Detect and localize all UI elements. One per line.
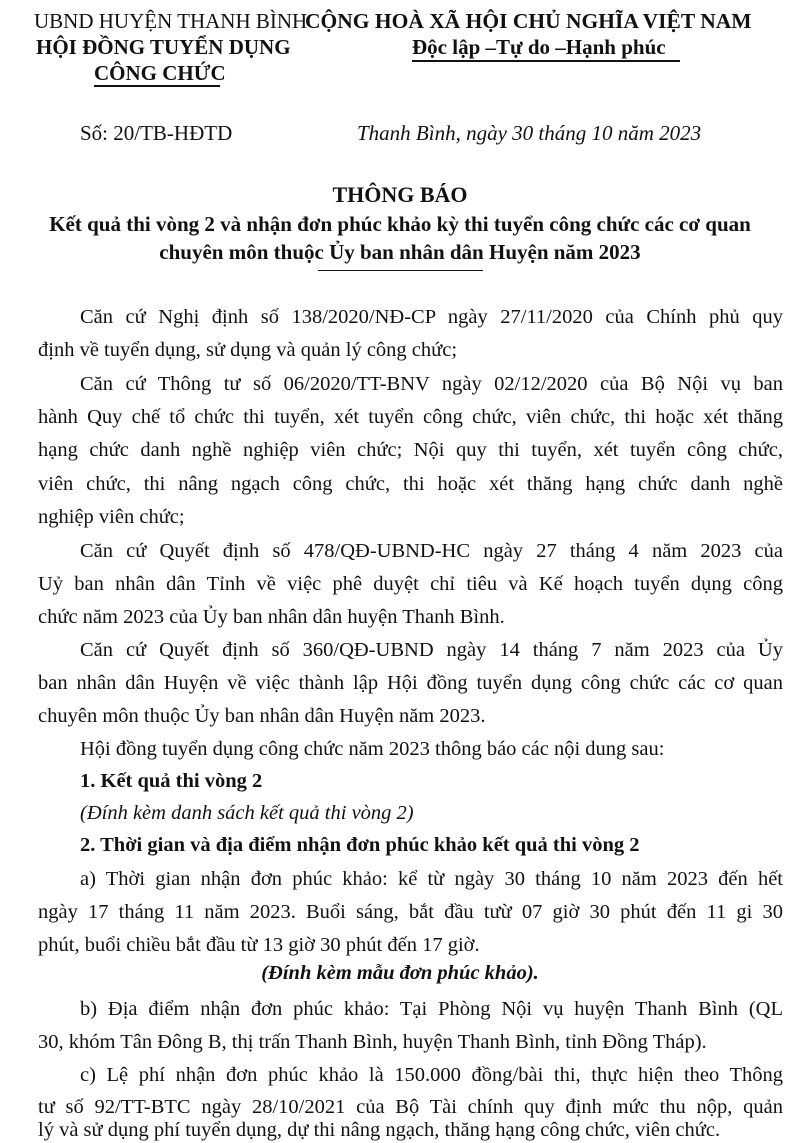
body-block-bb [38, 1026, 783, 1059]
body-block-ab [38, 896, 783, 963]
body-block-a [80, 863, 783, 896]
body-block-3b [38, 568, 783, 635]
p2-line2: hành Quy chế tổ chức thi tuyển, xét tuyển công chức, viên chức, thi hoặc xét thăng [38, 406, 783, 428]
b-line1: b) Địa điểm nhận đơn phúc khảo: Tại Phòng Nội vụ huyện Thanh Bình (QL [80, 998, 783, 1020]
body-block-2b [38, 401, 783, 534]
nation-line-2: Độc lập –Tự do –Hạnh phúc [412, 35, 666, 59]
org-line-3: CÔNG CHỨC [94, 61, 226, 85]
p3-line1: Căn cứ Quyết định số 478/QĐ-UBND-HC ngày 27 tháng 4 năm 2023 của [80, 540, 783, 562]
a-line2: ngày 17 tháng 11 năm 2023. Buổi sáng, bắt đầu tưừ 07 giờ 30 phút đến 11 gi 30 [38, 901, 783, 923]
body-block-4 [80, 634, 783, 667]
p3-line3: chức năm 2023 của Ủy ban nhân dân huyện Thanh Bình. [38, 606, 505, 629]
a-note: (Đính kèm mẫu đơn phúc khảo). [261, 962, 539, 984]
p2-line3: hạng chức danh nghề nghiệp viên chức; Nội quy thi tuyển, xét tuyển công chức, [38, 439, 783, 462]
org-line-2: HỘI ĐỒNG TUYỂN DỤNG [36, 35, 291, 59]
place-date: Thanh Bình, ngày 30 tháng 10 năm 2023 [357, 121, 702, 145]
org-underline [94, 85, 220, 87]
body-block-2 [80, 368, 783, 401]
org-line-1: UBND HUYỆN THANH BÌNH [34, 9, 308, 33]
c-line1: c) Lệ phí nhận đơn phúc khảo là 150.000 đồng/bài thi, thực hiện theo Thông [80, 1064, 783, 1086]
body-block-cc [38, 1118, 783, 1142]
section-1-heading: 1. Kết quả thi vòng 2 [80, 770, 263, 792]
body-block-c [80, 1059, 783, 1092]
body-block-3 [80, 535, 783, 568]
a-line3: phút, buổi chiều bắt đầu từ 13 giờ 30 phút đến 17 giờ. [38, 934, 480, 957]
p1-line1: Căn cứ Nghị định số 138/2020/NĐ-CP ngày 27/11/2020 của Chính phủ quy [80, 306, 783, 328]
p2-line1: Căn cứ Thông tư số 06/2020/TT-BNV ngày 02/12/2020 của Bộ Nội vụ ban [80, 373, 783, 395]
doc-title: THÔNG BÁO [332, 182, 468, 207]
title-divider [318, 270, 483, 271]
p2-line4: viên chức, thi nâng ngạch công chức, thi hoặc xét thăng hạng chức danh nghề [38, 472, 783, 495]
doc-number: Số: 20/TB-HĐTD [80, 121, 233, 145]
p1-line2: định về tuyển dụng, sử dụng và quản lý công chức; [38, 339, 458, 361]
section-1-note: (Đính kèm danh sách kết quả thi vòng 2) [80, 802, 414, 824]
p2-line5: nghiệp viên chức; [38, 505, 185, 528]
nation-line-1: CỘNG HOÀ XÃ HỘI CHỦ NGHĨA VIỆT NAM [305, 9, 752, 33]
c-line3: lý và sử dụng phí tuyển dụng, dự thi nâng ngạch, thăng hạng công chức, viên chức. [38, 1119, 721, 1141]
c-line2: tư số 92/TT-BTC ngày 28/10/2021 của Bộ Tài chính quy định mức thu nộp, quản [38, 1096, 783, 1118]
body-block-1b [38, 334, 783, 367]
p4-line3: chuyên môn thuộc Ủy ban nhân dân Huyện năm 2023. [38, 705, 486, 728]
p3-line2: Uỷ ban nhân dân Tỉnh về việc phê duyệt chỉ tiêu và Kế hoạch tuyển dụng công [38, 573, 783, 595]
body-block-b [80, 993, 783, 1026]
body-block-1 [80, 301, 783, 334]
p4-line2: ban nhân dân Huyện về việc thành lập Hội đồng tuyển dụng công chức các cơ quan [38, 672, 783, 694]
p5-text: Hội đồng tuyển dụng công chức năm 2023 thông báo các nội dung sau: [80, 738, 665, 760]
doc-subtitle-2: chuyên môn thuộc Ủy ban nhân dân Huyện năm 2023 [159, 240, 641, 264]
section-2-heading: 2. Thời gian và địa điểm nhận đơn phúc khảo kết quả thi vòng 2 [80, 834, 640, 856]
nation-underline [412, 60, 680, 62]
doc-subtitle-1: Kết quả thi vòng 2 và nhận đơn phúc khảo kỳ thi tuyển công chức các cơ quan [49, 212, 751, 236]
a-line1: a) Thời gian nhận đơn phúc khảo: kể từ ngày 30 tháng 10 năm 2023 đến hết [80, 868, 783, 890]
p4-line1: Căn cứ Quyết định số 360/QĐ-UBND ngày 14 tháng 7 năm 2023 của Ủy [80, 639, 783, 661]
body-block-4b [38, 667, 783, 734]
b-line2: 30, khóm Tân Đông B, thị trấn Thanh Bình, huyện Thanh Bình, tỉnh Đồng Tháp). [38, 1031, 707, 1053]
